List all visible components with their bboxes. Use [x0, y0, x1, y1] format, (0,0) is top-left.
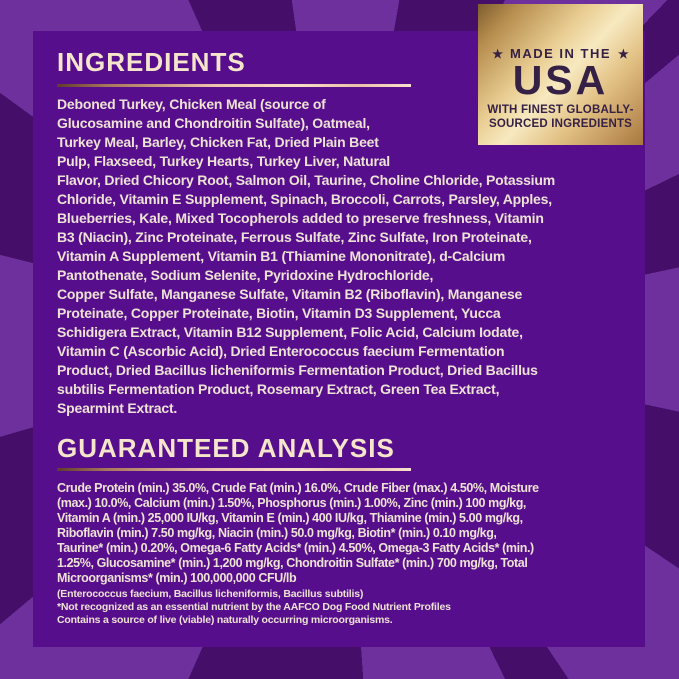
text-line: subtilis Fermentation Product, Rosemary Extract, Green Tea Extract, [57, 381, 500, 397]
star-icon: ★ [492, 46, 503, 61]
text-line: Microorganisms* (min.) 100,000,000 CFU/lb [57, 571, 297, 585]
guaranteed-analysis-footnotes [57, 588, 632, 627]
text-line: Glucosamine and Chondroitin Sulfate), Oatmeal, [57, 115, 370, 131]
text-line: Turkey Meal, Barley, Chicken Fat, Dried Plain Beet [57, 134, 379, 150]
text-line: Schidigera Extract, Vitamin B12 Supplement, Folic Acid, Calcium Iodate, [57, 324, 523, 340]
star-icon: ★ [618, 46, 629, 61]
text-line: Crude Protein (min.) 35.0%, Crude Fat (min.) 16.0%, Crude Fiber (max.) 4.50%, Moisture [57, 481, 539, 495]
text-line: Copper Sulfate, Manganese Sulfate, Vitamin B2 (Riboflavin), Manganese [57, 286, 523, 302]
text-line: Chloride, Vitamin E Supplement, Spinach, Broccoli, Carrots, Parsley, Apples, [57, 191, 552, 207]
text-line: *Not recognized as an essential nutrient by the AAFCO Dog Food Nutrient Profiles [57, 601, 451, 613]
text-line: Deboned Turkey, Chicken Meal (source of [57, 96, 326, 112]
guaranteed-analysis-text [57, 481, 632, 586]
text-line: Vitamin A (min.) 25,000 IU/kg, Vitamin E (min.) 400 IU/kg, Thiamine (min.) 5.00 mg/kg, [57, 511, 523, 525]
text-line: Flavor, Dried Chicory Root, Salmon Oil, Taurine, Choline Chloride, Potassium [57, 172, 555, 188]
ingredients-list-text [57, 95, 632, 418]
ingredients-underline [57, 84, 411, 87]
text-line: Blueberries, Kale, Mixed Tocopherols added to preserve freshness, Vitamin [57, 210, 544, 226]
text-line: B3 (Niacin), Zinc Proteinate, Ferrous Sulfate, Zinc Sulfate, Iron Proteinate, [57, 229, 532, 245]
text-line: Riboflavin (min.) 7.50 mg/kg, Niacin (min.) 50.0 mg/kg, Biotin* (min.) 0.10 mg/kg, [57, 526, 497, 540]
text-line: (Enterococcus faecium, Bacillus licheniformis, Bacillus subtilis) [57, 588, 364, 600]
text-line: Product, Dried Bacillus licheniformis Fermentation Product, Dried Bacillus [57, 362, 538, 378]
guaranteed-analysis-underline [57, 468, 411, 471]
text-line: Vitamin A Supplement, Vitamin B1 (Thiamine Mononitrate), d-Calcium [57, 248, 506, 264]
badge-subline-2: SOURCED INGREDIENTS [488, 118, 633, 130]
badge-usa-text: USA [512, 57, 609, 103]
ingredients-heading: INGREDIENTS [57, 47, 246, 77]
text-line: Pulp, Flaxseed, Turkey Hearts, Turkey Liver, Natural [57, 153, 390, 169]
badge-subline-1: WITH FINEST GLOBALLY- [487, 104, 634, 116]
text-line: Contains a source of live (viable) naturally occurring microorganisms. [57, 614, 393, 626]
text-line: Proteinate, Copper Proteinate, Biotin, Vitamin D3 Supplement, Yucca [57, 305, 501, 321]
text-line: 1.25%, Glucosamine* (min.) 1,200 mg/kg, Chondroitin Sulfate* (min.) 700 mg/kg, Total [57, 556, 528, 570]
text-line: Vitamin C (Ascorbic Acid), Dried Enterococcus faecium Fermentation [57, 343, 505, 359]
text-line: Taurine* (min.) 0.20%, Omega-6 Fatty Acids* (min.) 4.50%, Omega-3 Fatty Acids* (min.) [57, 541, 534, 555]
badge-made-in-the-text: MADE IN THE [510, 46, 611, 61]
text-line: (max.) 10.0%, Calcium (min.) 1.50%, Phosphorus (min.) 1.00%, Zinc (min.) 100 mg/kg, [57, 496, 527, 510]
guaranteed-analysis-heading: GUARANTEED ANALYSIS [57, 433, 395, 463]
text-line: Pantothenate, Sodium Selenite, Pyridoxine Hydrochloride, [57, 267, 434, 283]
text-line: Spearmint Extract. [57, 400, 178, 416]
